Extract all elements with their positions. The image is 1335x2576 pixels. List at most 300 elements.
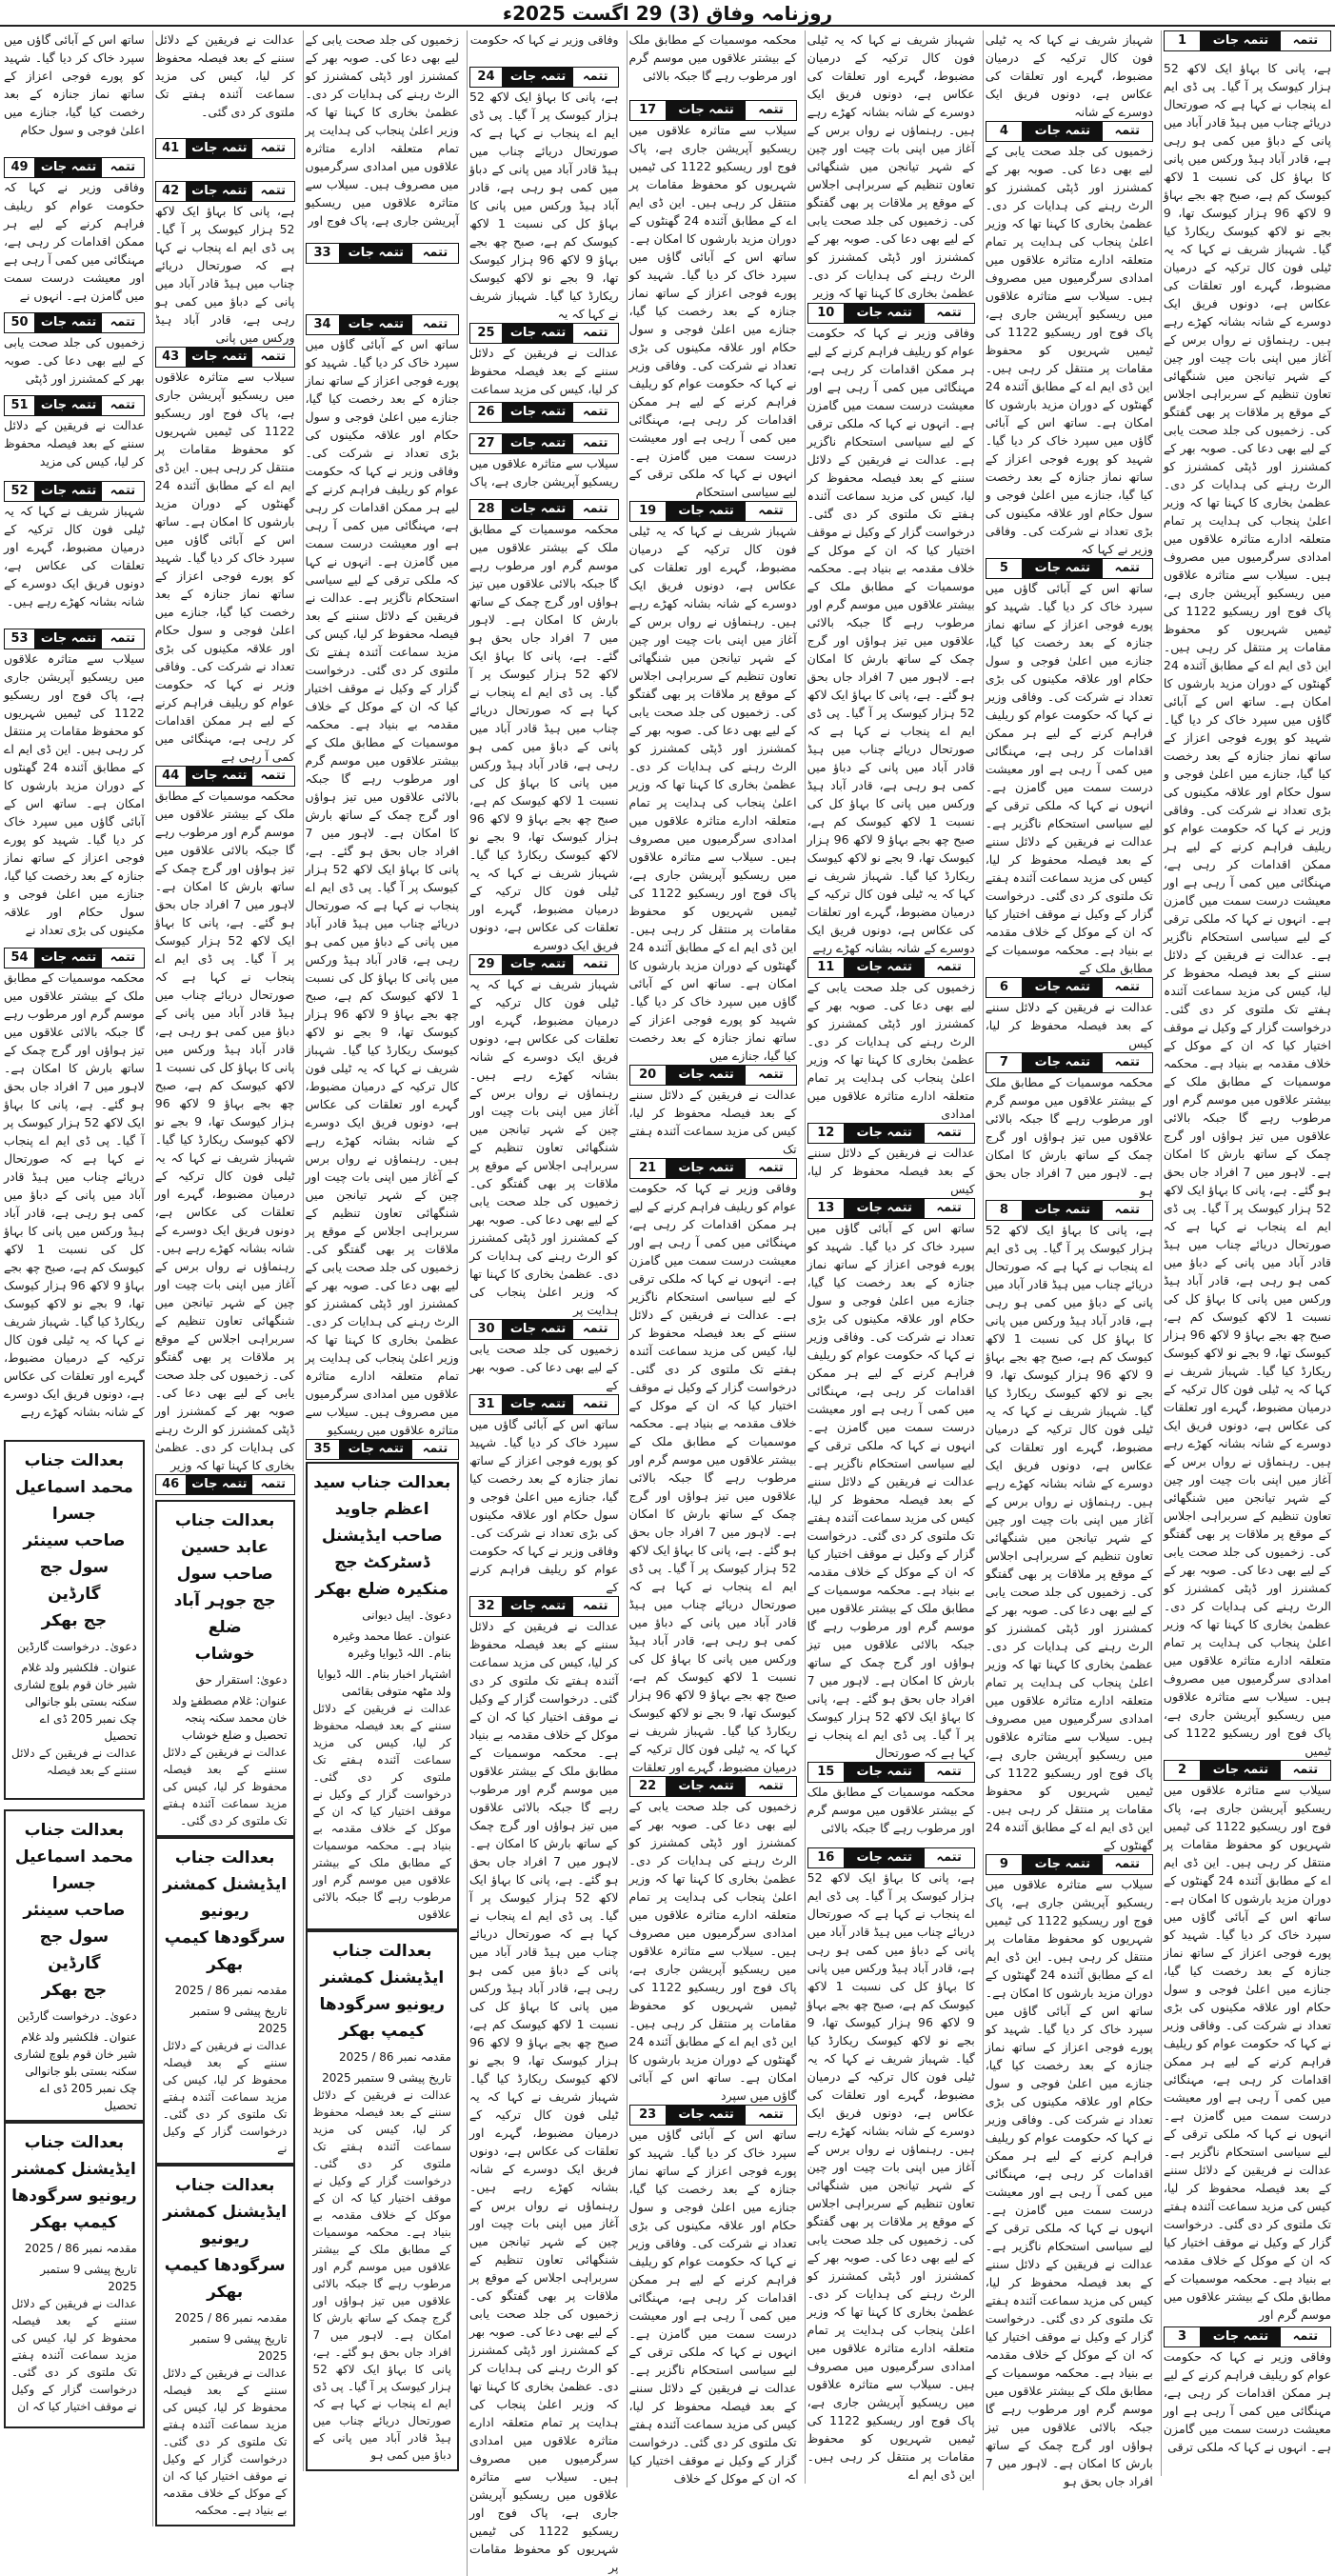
section-header	[1164, 1760, 1331, 1781]
layout-slot	[629, 1797, 797, 2105]
layout-slot	[306, 335, 459, 1439]
layout-slot	[155, 30, 295, 138]
notice-detail: مقدمہ نمبر 86 / 2025	[174, 2311, 288, 2325]
article-text: ہے، پانی کا بہاؤ ایک لاکھ 52 ہزار کیوسک پر آ گیا۔ پی ڈی ایم اے پنجاب نے کہا ہے کہ صورتحال دریائے چناب میں ہیڈ قادر آباد میں پانی کے دباؤ میں کمی ہو رہی ہے، قادر آباد ہیڈ ورکس میں پانی کا بہاؤ کل کی نسبت 1 لاکھ کیوسک کم ہے، صبح چھ بجے بہاؤ 9 لاکھ 96 ہزار کیوسک تھا، 9 بجے نو لاکھ کیوسک ریکارڈ کیا گیا۔ شہباز شریف نے کہا کہ یہ ٹیلی فون کال ترکیہ کے درمیان مضبوط، گہرے اور تعلقات کی عکاس ہے، دونوں فریق ایک دوسرے کے شانہ بشانہ کھڑے رہے ہیں۔ رہنماؤں نے رواں برس کے آغاز میں اپنی بات چیت اور چین کے شہر تیانجن میں شنگھائی تعاون تنظیم کے سربراہی اجلاس کے موقع پر ملاقات پر بھی گفتگو کی۔ زخمیوں کی جلد صحت یابی کے لیے بھی دعا کی۔ صوبہ بھر کے کمشنرز اور ڈپٹی کمشنرز کو الرٹ رہنے کی ہدایات کر دی۔ عظمیٰ بخاری کا کہنا تھا کہ وزیر اعلیٰ پنجاب کی ہدایت پر تمام متعلقہ ادارے متاثرہ علاقوں میں امدادی سرگرمیوں میں مصروف ہیں۔ سیلاب سے متاثرہ علاقوں میں ریسکیو آپریشن جاری ہے، پاک فوج اور ریسکیو 1122 کی ٹیمیں شہریوں کو محفوظ مقامات پر منتقل کر رہی ہیں۔ این ڈی ایم اے کے مطابق آئندہ 24 گھنٹوں کے دوران مزید بارشوں کا امکان ہے۔ ساتھ اس کے آبائی گاؤں میں سپرد خاک کر دیا گیا۔ شہید کو پورے فوجی اعزاز کے ساتھ نماز جنازہ کے بعد رخصت کیا گیا، جنازے میں اعلیٰ فوجی و سول حکام اور علاقہ مکینوں کی بڑی تعداد نے شرکت کی۔ وفاقی وزیر نے کہا کہ حکومت عوام کو ریلیف فراہم کرنے کے لیے ہر ممکن اقدامات کر رہی ہے، مہنگائی میں کمی آ رہی ہے اور معیشت درست سمت میں گامزن ہے۔ انہوں نے کہا کہ ملکی ترقی کے لیے سیاسی استحکام ناگزیر ہے۔ عدالت نے فریقین کے دلائل سننے کے بعد فیصلہ محفوظ کر لیا، کیس کی مزید سماعت آئندہ ہفتے تک ملتوی کر دی گئی۔ درخواست گزار کے وکیل نے موقف اختیار کیا کہ ان کے موکل کے خلاف مقدمہ بے بنیاد ہے۔ محکمہ موسمیات کے مطابق ملک کے بیشتر علاقوں میں موسم گرم اور مرطوب رہے گا جبکہ بالائی علاقوں میں تیز ہواؤں اور گرج چمک کے ساتھ بارش کا امکان ہے۔ لاہور میں 7 افراد جاں بحق ہو گئے۔ ہے، پانی کا بہاؤ ایک لاکھ 52 ہزار کیوسک پر آ گیا۔ پی ڈی ایم اے پنجاب نے کہا ہے کہ صورتحال دریائے چناب میں ہیڈ قادر آباد میں پانی کے دباؤ میں کمی ہو رہی ہے، قادر آباد ہیڈ ورکس میں پانی کا بہاؤ کل کی نسبت 1 لاکھ کیوسک کم ہے، صبح چھ بجے بہاؤ 9 لاکھ 96 ہزار کیوسک تھا، 9 بجے نو لاکھ کیوسک ریکارڈ کیا گیا۔ شہباز شریف نے کہا کہ یہ ٹیلی فون کال ترکیہ کے درمیان مضبوط، گہرے اور تعلقات کی عکاس ہے، دونوں فریق ایک دوسرے کے شانہ بشانہ کھڑے رہے ہیں۔ رہنماؤں نے رواں برس کے آغاز میں اپنی بات چیت اور چین کے شہر تیانجن میں شنگھائی تعاون تنظیم کے سربراہی اجلاس کے موقع پر ملاقات پر بھی گفتگو کی۔ زخمیوں کی جلد صحت یابی کے لیے بھی دعا کی۔ صوبہ بھر کے کمشنرز اور ڈپٹی کمشنرز کو الرٹ رہنے کی ہدایات کر دی۔ عظمیٰ بخاری کا کہنا تھا کہ وزیر اعلیٰ پنجاب کی ہدایت پر تمام متعلقہ ادارے متاثرہ علاقوں میں امدادی سرگرمیوں میں مصروف ہیں۔ سیلاب سے متاثرہ علاقوں میں ریسکیو آپریشن جاری ہے، پاک فوج اور ریسکیو 1122 کی ٹیمیں	[1163, 61, 1332, 1758]
continuation-tag: تتمہ	[1103, 559, 1152, 578]
continuation-tag: تتمہ	[102, 949, 144, 968]
continuation-tag: تتمہ	[925, 1124, 974, 1143]
notice-title: جج بھکر	[41, 1981, 108, 2000]
section-label: تتمہ جات	[503, 500, 573, 519]
layout-slot	[629, 121, 797, 501]
layout-slot	[4, 948, 145, 968]
section-header	[306, 243, 459, 264]
section-number: 19	[630, 502, 667, 521]
article-text: زخمیوں کی جلد صحت یابی کے لیے بھی دعا کی۔ صوبہ بھر کے کمشنرز اور ڈپٹی کمشنرز کو الرٹ رہنے کی ہدایات کر دی۔ عظمیٰ بخاری کا کہنا تھا کہ وزیر اعلیٰ پنجاب کی ہدایت پر تمام متعلقہ ادارے متاثرہ علاقوں میں امدادی سرگرمیوں میں مصروف ہیں۔ سیلاب سے متاثرہ علاقوں میں ریسکیو آپریشن جاری ہے، پاک فوج اور	[305, 32, 459, 228]
article-text: وفاقی وزیر نے کہا کہ حکومت	[469, 32, 619, 47]
layout-slot	[469, 67, 619, 88]
section-label: تتمہ جات	[1023, 122, 1103, 141]
layout-slot	[469, 1596, 619, 1617]
section-label: تتمہ جات	[503, 955, 573, 974]
section-header	[807, 957, 975, 978]
article-text: زخمیوں کی جلد صحت یابی کے لیے بھی دعا کی۔ صوبہ بھر کے کمشنرز اور ڈپٹی کمشنرز کو الرٹ رہنے کی ہدایات کر دی۔ عظمیٰ بخاری کا کہنا تھا کہ وزیر اعلیٰ پنجاب کی ہدایت پر تمام متعلقہ ادارے متاثرہ علاقوں میں امدادی سرگرمیوں میں مصروف ہیں۔ سیلاب سے متاثرہ علاقوں میں ریسکیو آپریشن جاری ہے، پاک فوج اور ریسکیو 1122 کی ٹیمیں شہریوں کو محفوظ مقامات پر منتقل کر رہی ہیں۔ این ڈی ایم اے کے مطابق آئندہ 24 گھنٹوں کے دوران مزید بارشوں کا امکان ہے۔ ساتھ اس کے آبائی گاؤں میں سپرد	[628, 1799, 797, 2103]
continuation-tag: تتمہ	[925, 958, 974, 977]
continuation-tag: تتمہ	[252, 1475, 293, 1494]
section-number: 51	[5, 396, 35, 415]
article-text: شہباز شریف نے کہا کہ یہ ٹیلی فون کال ترکیہ کے درمیان مضبوط، گہرے اور تعلقات کی عکاس ہے، دونوں فریق ایک دوسرے کے شانہ بشانہ کھڑے رہے ہیں۔ رہنماؤں نے رواں برس کے آغاز میں اپنی بات چیت اور چین کے شہر تیانجن میں شنگھائی تعاون تنظیم کے سربراہی اجلاس کے موقع پر ملاقات پر بھی گفتگو کی۔ زخمیوں کی جلد صحت یابی کے لیے بھی دعا کی۔ صوبہ بھر کے کمشنرز اور ڈپٹی کمشنرز کو الرٹ رہنے کی ہدایات کر دی۔ عظمیٰ بخاری کا کہنا تھا کہ وزیر اعلیٰ پنجاب کی ہدایت پر تمام متعلقہ ادارے متاثرہ علاقوں میں امدادی سرگرمیوں میں مصروف ہیں۔ سیلاب سے متاثرہ علاقوں میں ریسکیو آپریشن جاری ہے، پاک فوج اور ریسکیو 1122 کی ٹیمیں شہریوں کو محفوظ مقامات پر منتقل کر رہی ہیں۔ این ڈی ایم اے کے مطابق آئندہ 24 گھنٹوں کے دوران مزید بارشوں کا امکان ہے۔ ساتھ اس کے آبائی گاؤں میں سپرد خاک کر دیا گیا۔ شہید کو پورے فوجی اعزاز کے ساتھ نماز جنازہ کے بعد رخصت کیا گیا، جنازے میں	[628, 524, 797, 1063]
continuation-tag: تتمہ	[1103, 1053, 1152, 1072]
layout-slot	[469, 954, 619, 975]
section-number: 41	[156, 139, 187, 158]
layout-slot	[155, 1474, 295, 1495]
notice-detail: تاریخ پیشی 9 ستمبر 2025	[40, 2263, 137, 2293]
notice-detail: دعویٰ۔ درخواست گارڈین	[17, 1640, 137, 1653]
continuation-tag: تتمہ	[412, 1440, 458, 1459]
section-header	[155, 766, 295, 787]
article-text: ہے، پانی کا بہاؤ ایک لاکھ 52 ہزار کیوسک پر آ گیا۔ پی ڈی ایم اے پنجاب نے کہا ہے کہ صورتحال دریائے چناب میں ہیڈ قادر آباد میں پانی کے دباؤ میں کمی ہو رہی ہے، قادر آباد ہیڈ ورکس میں پانی	[154, 204, 295, 345]
layout-slot	[1164, 1760, 1331, 1781]
section-label: تتمہ جات	[340, 315, 413, 334]
column-1	[1161, 30, 1333, 2476]
continuation-tag: تتمہ	[925, 1763, 974, 1782]
continuation-tag: تتمہ	[573, 403, 617, 422]
section-number: 4	[986, 122, 1023, 141]
section-number: 15	[808, 1763, 845, 1782]
notice-body: عدالت نے فریقین کے دلائل سننے کے بعد فیصلہ محفوظ کر لیا، کیس کی مزید سماعت آئندہ ہفتے تک ملتوی کر دی گئی۔ درخواست گزار کے وکیل نے موقف اختیار کیا کہ ان کے موکل کے خلاف مقدمہ بے بنیاد ہے۔ محکمہ موسمیات کے مطابق ملک کے بیشتر علاقوں میں موسم گرم اور مرطوب رہے گا جبکہ بالائی علاقوں میں تیز ہواؤں اور گرج چمک کے ساتھ بارش کا امکان ہے۔ لاہور میں 7 افراد جاں بحق ہو گئے۔ ہے، پانی کا بہاؤ ایک لاکھ 52 ہزار کیوسک پر آ گیا۔ پی ڈی ایم اے پنجاب نے کہا ہے کہ صورتحال دریائے چناب میں ہیڈ قادر آباد میں پانی کے دباؤ میں کمی ہو	[312, 2088, 451, 2462]
notice-detail: دعویٰ۔ اپیل دیوانی	[362, 1608, 451, 1622]
column-6	[303, 30, 461, 2471]
layout-slot	[306, 30, 459, 243]
section-header	[986, 1854, 1153, 1875]
section-number: 3	[1165, 2327, 1201, 2346]
notice-detail: دعویٰ: استقرار حق	[195, 1673, 288, 1687]
section-header	[469, 323, 619, 344]
section-label: تتمہ جات	[1201, 2327, 1281, 2346]
article-text: زخمیوں کی جلد صحت یابی کے لیے بھی دعا کی۔ صوبہ بھر کے کمشنرز اور ڈپٹی کمشنرز کو الرٹ رہنے کی ہدایات کر دی۔ عظمیٰ بخاری کا کہنا تھا کہ وزیر اعلیٰ پنجاب کی ہدایت پر تمام متعلقہ ادارے متاثرہ علاقوں میں امدادی	[807, 980, 975, 1121]
layout-slot	[629, 522, 797, 1065]
notice-title: جج بھکر	[41, 1611, 108, 1630]
article-text: سیلاب سے متاثرہ علاقوں میں ریسکیو آپریشن جاری ہے، پاک	[468, 456, 619, 489]
section-label: تتمہ جات	[667, 502, 747, 521]
section-label: تتمہ جات	[503, 1395, 573, 1414]
layout-slot	[629, 1179, 797, 1776]
notice-title: صاحب سینئر سول جج گارڈین	[23, 1901, 126, 1973]
section-header	[629, 1158, 797, 1179]
section-label: تتمہ جات	[1023, 559, 1103, 578]
notice-title: ریونیو سرگودھا کیمپ بھکر	[11, 2187, 137, 2232]
section-label: تتمہ جات	[667, 1159, 747, 1178]
section-header	[1164, 30, 1331, 51]
layout-slot	[807, 1868, 975, 2484]
section-label: تتمہ جات	[503, 68, 573, 87]
section-number: 52	[5, 482, 35, 501]
layout-slot	[155, 1837, 295, 2165]
layout-slot	[986, 121, 1153, 142]
section-label: تتمہ جات	[845, 1124, 925, 1143]
continuation-tag: تتمہ	[1103, 1201, 1152, 1220]
notice-detail: تاریخ پیشی 9 ستمبر 2025	[190, 2005, 288, 2035]
layout-slot	[155, 766, 295, 787]
notice-detail: عنوان۔ عطا محمد وغیرہ بنام۔ اللہ ڈیوایا وغیرہ	[331, 1629, 451, 1660]
continuation-tag: تتمہ	[746, 1066, 795, 1085]
layout-slot	[155, 2165, 295, 2526]
layout-slot	[4, 416, 145, 481]
layout-slot	[4, 2122, 145, 2438]
layout-slot	[1164, 2326, 1331, 2347]
continuation-tag: تتمہ	[102, 629, 144, 649]
notice-title: بعدالت جناب ایڈیشنل کمشنر	[11, 2133, 136, 2179]
column-8	[2, 30, 147, 2438]
notice-title: بعدالت جناب عابد حسین	[174, 1511, 275, 1557]
section-number: 29	[470, 955, 503, 974]
article-text: ساتھ اس کے آبائی گاؤں میں سپرد خاک کر دیا گیا۔ شہید کو پورے فوجی اعزاز کے ساتھ نماز جنازہ کے بعد رخصت کیا گیا، جنازے میں اعلیٰ فوجی و سول حکام اور علاقہ مکینوں کی بڑی تعداد نے شرکت کی۔ وفاقی وزیر نے کہا کہ حکومت عوام کو ریلیف فراہم کرنے کے لیے ہر ممکن اقدامات کر رہی ہے، مہنگائی میں کمی آ رہی ہے اور معیشت درست سمت میں گامزن ہے۔ انہوں نے کہا کہ ملکی ترقی کے لیے سیاسی استحکام ناگزیر ہے۔ عدالت نے فریقین کے دلائل سننے کے بعد فیصلہ محفوظ کر لیا، کیس کی مزید سماعت آئندہ ہفتے تک ملتوی کر دی گئی۔ درخواست گزار کے وکیل نے موقف اختیار کیا کہ ان کے موکل کے خلاف	[628, 2127, 797, 2486]
layout-slot	[469, 433, 619, 454]
article-text: محکمہ موسمیات کے مطابق ملک کے بیشتر علاقوں میں موسم گرم اور مرطوب رہے گا جبکہ بالائی علاقوں میں تیز ہواؤں اور گرج چمک کے ساتھ بارش کا امکان ہے۔ لاہور میں 7 افراد جاں بحق ہو گئے۔ ہے، پانی کا بہاؤ ایک لاکھ 52 ہزار کیوسک پر آ گیا۔ پی ڈی ایم اے پنجاب نے کہا ہے کہ صورتحال دریائے چناب میں ہیڈ قادر آباد میں پانی کے دباؤ میں کمی ہو رہی ہے، قادر آباد ہیڈ ورکس میں پانی کا بہاؤ کل کی نسبت 1 لاکھ کیوسک کم ہے، صبح چھ بجے بہاؤ 9 لاکھ 96 ہزار کیوسک تھا، 9 بجے نو لاکھ کیوسک ریکارڈ کیا گیا۔ شہباز شریف نے کہا کہ یہ ٹیلی فون کال ترکیہ کے درمیان مضبوط، گہرے اور تعلقات کی عکاس ہے، دونوں فریق ایک دوسرے کے شانہ بشانہ کھڑے رہے ہیں۔ رہنماؤں نے رواں برس کے آغاز میں اپنی بات چیت اور چین کے شہر تیانجن میں شنگھائی تعاون تنظیم کے سربراہی اجلاس کے موقع پر ملاقات پر بھی گفتگو کی۔ زخمیوں کی جلد صحت یابی کے لیے بھی دعا کی۔ صوبہ بھر کے کمشنرز اور ڈپٹی کمشنرز کو الرٹ رہنے کی ہدایات کر دی۔ عظمیٰ بخاری کا کہنا تھا کہ وزیر	[154, 789, 295, 1472]
section-label: تتمہ جات	[1023, 1053, 1103, 1072]
article-text: وفاقی وزیر نے کہا کہ حکومت عوام کو ریلیف فراہم کرنے کے لیے ہر ممکن اقدامات کر رہی ہے، مہنگائی میں کمی آ رہی ہے اور معیشت درست سمت میں گامزن ہے۔ انہوں نے کہا کہ ملکی ترقی کے لیے سیاسی استحکام ناگزیر ہے۔ عدالت نے فریقین کے دلائل سننے کے بعد فیصلہ محفوظ کر لیا، کیس کی مزید سماعت آئندہ ہفتے تک ملتوی کر دی گئی۔ درخواست گزار کے وکیل نے موقف اختیار کیا کہ ان کے موکل کے خلاف مقدمہ بے بنیاد ہے۔ محکمہ موسمیات کے مطابق ملک کے بیشتر علاقوں میں موسم گرم اور مرطوب رہے گا جبکہ بالائی علاقوں میں تیز ہواؤں اور گرج چمک کے ساتھ بارش کا امکان ہے۔ لاہور میں 7 افراد جاں بحق ہو گئے۔ ہے، پانی کا بہاؤ ایک لاکھ 52 ہزار کیوسک پر آ گیا۔ پی ڈی ایم اے پنجاب نے کہا ہے کہ صورتحال دریائے چناب میں ہیڈ قادر آباد میں پانی کے دباؤ میں کمی ہو رہی ہے، قادر آباد ہیڈ ورکس میں پانی کا بہاؤ کل کی نسبت 1 لاکھ کیوسک کم ہے، صبح چھ بجے بہاؤ 9 لاکھ 96 ہزار کیوسک تھا، 9 بجے نو لاکھ کیوسک ریکارڈ کیا گیا۔ شہباز شریف نے کہا کہ یہ ٹیلی فون کال ترکیہ کے درمیان مضبوط، گہرے اور تعلقات	[628, 1181, 797, 1774]
continuation-tag: تتمہ	[252, 182, 293, 201]
continuation-tag: تتمہ	[925, 1848, 974, 1867]
article-text: ساتھ اس کے آبائی گاؤں میں سپرد خاک کر دیا گیا۔ شہید کو پورے فوجی اعزاز کے ساتھ نماز جنازہ کے بعد رخصت کیا گیا، جنازے میں اعلیٰ فوجی و سول حکام اور علاقہ مکینوں کی بڑی تعداد نے شرکت کی۔ وفاقی وزیر نے کہا کہ حکومت عوام کو ریلیف فراہم کرنے کے لیے ہر ممکن اقدامات کر رہی ہے، مہنگائی میں کمی آ رہی ہے اور معیشت درست سمت میں گامزن ہے۔ انہوں نے کہا کہ ملکی ترقی کے لیے سیاسی استحکام ناگزیر ہے۔ عدالت نے فریقین کے دلائل سننے کے بعد فیصلہ محفوظ کر لیا، کیس کی مزید سماعت آئندہ ہفتے تک ملتوی کر دی گئی۔ درخواست گزار کے وکیل نے موقف اختیار کیا کہ ان کے موکل کے خلاف مقدمہ بے بنیاد ہے۔ محکمہ موسمیات کے مطابق ملک کے بیشتر علاقوں میں موسم گرم اور مرطوب رہے گا جبکہ بالائی علاقوں میں تیز ہواؤں اور گرج چمک کے ساتھ بارش کا امکان ہے۔ لاہور میں 7 افراد جاں بحق ہو گئے۔ ہے، پانی کا بہاؤ ایک لاکھ 52 ہزار کیوسک پر آ گیا۔ پی ڈی ایم اے پنجاب نے کہا ہے کہ صورتحال	[807, 1221, 975, 1760]
section-number: 6	[986, 978, 1023, 997]
continuation-tag: تتمہ	[573, 1320, 617, 1339]
notice-detail: تاریخ پیشی 9 ستمبر 2025	[190, 2332, 288, 2363]
section-header	[629, 2105, 797, 2126]
layout-slot	[306, 1439, 459, 1462]
section-header	[4, 629, 145, 649]
section-number: 50	[5, 313, 35, 332]
layout-slot	[986, 1073, 1153, 1200]
section-label: تتمہ جات	[503, 324, 573, 343]
layout-slot	[4, 1440, 145, 1809]
section-label: تتمہ جات	[667, 2106, 747, 2125]
article-text: ہے، پانی کا بہاؤ ایک لاکھ 52 ہزار کیوسک پر آ گیا۔ پی ڈی ایم اے پنجاب نے کہا ہے کہ صورتحال دریائے چناب میں ہیڈ قادر آباد میں پانی کے دباؤ میں کمی ہو رہی ہے، قادر آباد ہیڈ ورکس میں پانی کا بہاؤ کل کی نسبت 1 لاکھ کیوسک کم ہے، صبح چھ بجے بہاؤ 9 لاکھ 96 ہزار کیوسک تھا، 9 بجے نو لاکھ کیوسک ریکارڈ کیا گیا۔ شہباز شریف نے کہا کہ یہ ٹیلی فون کال ترکیہ کے درمیان مضبوط، گہرے اور تعلقات کی عکاس ہے، دونوں فریق ایک دوسرے کے شانہ بشانہ کھڑے رہے ہیں۔ رہنماؤں نے رواں برس کے آغاز میں اپنی بات چیت اور چین کے شہر تیانجن میں شنگھائی تعاون تنظیم کے سربراہی اجلاس کے موقع پر ملاقات پر بھی گفتگو کی۔ زخمیوں کی جلد صحت یابی کے لیے بھی دعا کی۔ صوبہ بھر کے کمشنرز اور ڈپٹی کمشنرز کو الرٹ رہنے کی ہدایات کر دی۔ عظمیٰ بخاری کا کہنا تھا کہ وزیر اعلیٰ پنجاب کی ہدایت پر تمام متعلقہ ادارے متاثرہ علاقوں میں امدادی سرگرمیوں میں مصروف ہیں۔ سیلاب سے متاثرہ علاقوں میں ریسکیو آپریشن جاری ہے، پاک فوج اور ریسکیو 1122 کی ٹیمیں شہریوں کو محفوظ مقامات پر منتقل کر رہی ہیں۔ این ڈی ایم اے	[807, 1870, 975, 2482]
section-number: 44	[156, 767, 187, 786]
layout-slot	[469, 1319, 619, 1340]
section-label: تتمہ جات	[503, 403, 573, 422]
section-label: تتمہ جات	[35, 396, 102, 415]
layout-slot	[4, 178, 145, 312]
section-header	[155, 1474, 295, 1495]
section-label: تتمہ جات	[667, 101, 747, 120]
section-header	[986, 121, 1153, 142]
layout-slot	[4, 333, 145, 395]
section-label: تتمہ جات	[503, 1320, 573, 1339]
notice-title: بعدالت جناب ایڈیشنل کمشنر	[163, 1848, 288, 1894]
section-label: تتمہ جات	[503, 1597, 573, 1616]
layout-slot	[807, 957, 975, 978]
masthead: روزنامہ وفاق (3) 29 اگست 2025ء	[0, 0, 1335, 27]
article-text: ساتھ اس کے آبائی گاؤں میں سپرد خاک کر دیا گیا۔ شہید کو پورے فوجی اعزاز کے ساتھ نماز جنازہ کے بعد رخصت کیا گیا، جنازے میں اعلیٰ فوجی و سول حکام	[4, 32, 145, 137]
section-number: 33	[307, 244, 340, 263]
section-number: 21	[630, 1159, 667, 1178]
article-text: عدالت نے فریقین کے دلائل سننے کے بعد فیصلہ محفوظ کر لیا، کیس کی مزید سماعت آئندہ ہفتے تک	[628, 1088, 797, 1156]
section-label: تتمہ جات	[1023, 1201, 1103, 1220]
section-label: تتمہ جات	[187, 348, 253, 367]
article-text: ہے، پانی کا بہاؤ ایک لاکھ 52 ہزار کیوسک پر آ گیا۔ پی ڈی ایم اے پنجاب نے کہا ہے کہ صورتحال دریائے چناب میں ہیڈ قادر آباد میں پانی کے دباؤ میں کمی ہو رہی ہے، قادر آباد ہیڈ ورکس میں پانی کا بہاؤ کل کی نسبت 1 لاکھ کیوسک کم ہے، صبح چھ بجے بہاؤ 9 لاکھ 96 ہزار کیوسک تھا، 9 بجے نو لاکھ کیوسک ریکارڈ کیا گیا۔ شہباز شریف نے کہا کہ یہ	[468, 90, 619, 321]
section-header	[986, 558, 1153, 579]
layout-slot	[629, 2105, 797, 2126]
layout-slot	[155, 1500, 295, 1837]
article-text: وفاقی وزیر نے کہا کہ حکومت عوام کو ریلیف فراہم کرنے کے لیے ہر ممکن اقدامات کر رہی ہے، مہنگائی میں کمی آ رہی ہے اور معیشت درست سمت میں گامزن ہے۔ انہوں نے کہا کہ ملکی ترقی	[1163, 2349, 1331, 2454]
layout-slot	[469, 1394, 619, 1415]
layout-slot	[986, 998, 1153, 1052]
layout-slot	[306, 243, 459, 314]
section-number: 17	[630, 101, 667, 120]
layout-slot	[807, 1144, 975, 1198]
column-5	[467, 30, 621, 2576]
article-text: وفاقی وزیر نے کہا کہ حکومت عوام کو ریلیف فراہم کرنے کے لیے ہر ممکن اقدامات کر رہی ہے، مہنگائی میں کمی آ رہی ہے اور معیشت درست سمت میں گامزن ہے۔ انہوں نے کہا کہ ملکی ترقی کے لیے سیاسی استحکام ناگزیر ہے۔ عدالت نے فریقین کے دلائل سننے کے بعد فیصلہ محفوظ کر لیا، کیس کی مزید سماعت آئندہ ہفتے تک ملتوی کر دی گئی۔ درخواست گزار کے وکیل نے موقف اختیار کیا کہ ان کے موکل کے خلاف مقدمہ بے بنیاد ہے۔ محکمہ موسمیات کے مطابق ملک کے بیشتر علاقوں میں موسم گرم اور مرطوب رہے گا جبکہ بالائی علاقوں میں تیز ہواؤں اور گرج چمک کے ساتھ بارش کا امکان ہے۔ لاہور میں 7 افراد جاں بحق ہو گئے۔ ہے، پانی کا بہاؤ ایک لاکھ 52 ہزار کیوسک پر آ گیا۔ پی ڈی ایم اے پنجاب نے کہا ہے کہ صورتحال دریائے چناب میں ہیڈ قادر آباد میں پانی کے دباؤ میں کمی ہو رہی ہے، قادر آباد ہیڈ ورکس میں پانی کا بہاؤ کل کی نسبت 1 لاکھ کیوسک کم ہے، صبح چھ بجے بہاؤ 9 لاکھ 96 ہزار کیوسک تھا، 9 بجے نو لاکھ کیوسک ریکارڈ کیا گیا۔ شہباز شریف نے کہا کہ یہ ٹیلی فون کال ترکیہ کے درمیان مضبوط، گہرے اور تعلقات کی عکاس ہے، دونوں فریق ایک دوسرے کے شانہ بشانہ کھڑے رہے	[807, 326, 975, 955]
notice-detail: دعویٰ۔ درخواست گارڈین	[17, 2009, 137, 2023]
layout-slot	[155, 181, 295, 202]
layout-slot	[629, 501, 797, 522]
notice-title: خوشاب	[194, 1645, 255, 1664]
section-header	[807, 1847, 975, 1868]
layout-slot	[986, 1052, 1153, 1073]
notice-title: ریونیو سرگودھا کیمپ بھکر	[164, 2229, 286, 2302]
notice-body: عدالت نے فریقین کے دلائل سننے کے بعد فیصلہ محفوظ کر لیا، کیس کی مزید سماعت آئندہ ہفتے تک ملتوی کر دی گئی۔ درخواست گزار کے وکیل نے موقف اختیار کیا کہ ان کے موکل کے خلاف مقدمہ بے بنیاد ہے۔ محکمہ موسمیات کے مطابق ملک کے بیشتر علاقوں میں موسم گرم اور مرطوب رہے گا جبکہ بالائی علاقوں	[312, 1702, 451, 1921]
continuation-tag: تتمہ	[102, 158, 144, 177]
layout-slot	[807, 1123, 975, 1144]
article-text: وفاقی وزیر نے کہا کہ حکومت عوام کو ریلیف فراہم کرنے کے لیے ہر ممکن اقدامات کر رہی ہے، مہنگائی میں کمی آ رہی ہے اور معیشت درست سمت میں گامزن ہے۔ انہوں نے	[4, 180, 145, 303]
section-header	[469, 1319, 619, 1340]
section-number: 22	[630, 1777, 667, 1796]
section-number: 7	[986, 1053, 1023, 1072]
column-2	[983, 30, 1155, 2490]
article-text: شہباز شریف نے کہا کہ یہ ٹیلی فون کال ترکیہ کے درمیان مضبوط، گہرے اور تعلقات کی عکاس ہے، دونوں فریق ایک دوسرے کے شانہ	[985, 32, 1153, 119]
section-label: تتمہ جات	[35, 313, 102, 332]
notice-body: عدالت نے فریقین کے دلائل سننے کے بعد فیصلہ محفوظ کر لیا، کیس کی مزید سماعت آئندہ ہفتے تک ملتوی کر دی گئی۔ درخواست گزار کے وکیل نے موقف اختیار کیا کہ ان کے موکل کے خلاف مقدمہ بے بنیاد ہے۔ محکمہ	[162, 2366, 288, 2517]
layout-slot	[306, 314, 459, 335]
continuation-tag: تتمہ	[746, 1159, 795, 1178]
section-header	[4, 948, 145, 968]
layout-slot	[1164, 59, 1331, 1760]
layout-slot	[4, 312, 145, 333]
notice-body: عدالت نے فریقین کے دلائل سننے کے بعد فیصلہ	[11, 1747, 137, 1777]
layout-slot	[4, 395, 145, 416]
continuation-tag: تتمہ	[102, 482, 144, 501]
layout-slot	[469, 499, 619, 520]
notice-body: عدالت نے فریقین کے دلائل سننے کے بعد فیصلہ محفوظ کر لیا، کیس کی مزید سماعت آئندہ ہفتے تک ملتوی کر دی گئی۔ درخواست گزار کے وکیل نے	[162, 2039, 288, 2155]
section-header	[4, 481, 145, 502]
section-header	[469, 499, 619, 520]
layout-slot	[986, 558, 1153, 579]
section-header	[469, 954, 619, 975]
layout-slot	[155, 202, 295, 347]
section-number: 13	[808, 1199, 845, 1218]
layout-slot	[306, 1930, 459, 2471]
section-label: تتمہ جات	[845, 1763, 925, 1782]
legal-notice-ad	[306, 1462, 459, 1930]
article-text: عدالت نے فریقین کے دلائل سننے کے بعد فیصلہ محفوظ کر لیا، کیس کی مزید	[4, 418, 145, 469]
layout-slot	[469, 88, 619, 323]
section-label: تتمہ جات	[845, 304, 925, 323]
continuation-tag: تتمہ	[573, 324, 617, 343]
continuation-tag: تتمہ	[573, 500, 617, 519]
section-label: تتمہ جات	[1023, 978, 1103, 997]
article-text: محکمہ موسمیات کے مطابق ملک کے بیشتر علاقوں میں موسم گرم اور مرطوب رہے گا جبکہ بالائی علاقوں میں تیز ہواؤں اور گرج چمک کے ساتھ بارش کا امکان ہے۔ لاہور میں 7 افراد جاں بحق ہو گئے۔ ہے، پانی کا بہاؤ ایک لاکھ 52 ہزار کیوسک پر آ گیا۔ پی ڈی ایم اے پنجاب نے کہا ہے کہ صورتحال دریائے چناب میں ہیڈ قادر آباد میں پانی کے دباؤ میں کمی ہو رہی ہے، قادر آباد ہیڈ ورکس میں پانی کا بہاؤ کل کی نسبت 1 لاکھ کیوسک کم ہے، صبح چھ بجے بہاؤ 9 لاکھ 96 ہزار کیوسک تھا، 9 بجے نو لاکھ کیوسک ریکارڈ کیا گیا۔ شہباز شریف نے کہا کہ یہ ٹیلی فون کال ترکیہ کے درمیان مضبوط، گہرے اور تعلقات کی عکاس ہے، دونوں فریق ایک دوسرے کے شانہ بشانہ کھڑے رہے	[4, 970, 145, 1419]
notice-detail: مقدمہ نمبر 86 / 2025	[24, 2242, 137, 2255]
column-3	[805, 30, 977, 2484]
layout-slot	[1164, 30, 1331, 59]
section-header	[807, 1198, 975, 1219]
continuation-tag: تتمہ	[1103, 122, 1152, 141]
section-number: 20	[630, 1066, 667, 1085]
continuation-tag: تتمہ	[746, 101, 795, 120]
article-text: ساتھ اس کے آبائی گاؤں میں سپرد خاک کر دیا گیا۔ شہید کو پورے فوجی اعزاز کے ساتھ نماز جنازہ کے بعد رخصت کیا گیا، جنازے میں اعلیٰ فوجی و سول حکام اور علاقہ مکینوں کی بڑی تعداد نے شرکت کی۔ وفاقی وزیر نے کہا کہ حکومت عوام کو ریلیف فراہم کرنے کے	[468, 1417, 619, 1594]
section-header	[1164, 2326, 1331, 2347]
continuation-tag: تتمہ	[746, 2106, 795, 2125]
section-number: 9	[986, 1855, 1023, 1874]
article-text: سیلاب سے متاثرہ علاقوں میں ریسکیو آپریشن جاری ہے، پاک فوج اور ریسکیو 1122 کی ٹیمیں شہریوں کو محفوظ مقامات پر منتقل کر رہی ہیں۔ این ڈی ایم اے کے مطابق آئندہ 24 گھنٹوں کے دوران مزید بارشوں کا امکان ہے۔ ساتھ اس کے آبائی گاؤں میں سپرد خاک کر دیا گیا۔ شہید کو پورے فوجی اعزاز کے ساتھ نماز جنازہ کے بعد رخصت کیا گیا، جنازے میں اعلیٰ فوجی و سول حکام اور علاقہ مکینوں کی بڑی تعداد نے شرکت کی۔ وفاقی وزیر نے کہا کہ حکومت عوام کو ریلیف فراہم کرنے کے لیے ہر ممکن اقدامات کر رہی ہے، مہنگائی میں کمی آ رہی ہے	[154, 369, 295, 764]
newspaper-columns	[0, 30, 1335, 2576]
continuation-tag: تتمہ	[102, 396, 144, 415]
article-text: محکمہ موسمیات کے مطابق ملک کے بیشتر علاقوں میں موسم گرم اور مرطوب رہے گا جبکہ بالائی علاقوں میں تیز ہواؤں اور گرج چمک کے ساتھ بارش کا امکان ہے۔ لاہور میں 7 افراد جاں بحق ہو گئے۔ ہے، پانی کا بہاؤ ایک لاکھ 52 ہزار کیوسک پر آ گیا۔ پی ڈی ایم اے پنجاب نے کہا ہے کہ صورتحال دریائے چناب میں ہیڈ قادر آباد میں پانی کے دباؤ میں کمی ہو رہی ہے، قادر آباد ہیڈ ورکس میں پانی کا بہاؤ کل کی نسبت 1 لاکھ کیوسک کم ہے، صبح چھ بجے بہاؤ 9 لاکھ 96 ہزار کیوسک تھا، 9 بجے نو لاکھ کیوسک ریکارڈ کیا گیا۔ شہباز شریف نے کہا کہ یہ ٹیلی فون کال ترکیہ کے درمیان مضبوط، گہرے اور تعلقات کی عکاس ہے، دونوں فریق ایک دوسرے	[468, 522, 619, 952]
article-text: سیلاب سے متاثرہ علاقوں میں ریسکیو آپریشن جاری ہے، پاک فوج اور ریسکیو 1122 کی ٹیمیں شہریوں کو محفوظ مقامات پر منتقل کر رہی ہیں۔ این ڈی ایم اے کے مطابق آئندہ 24 گھنٹوں کے دوران مزید بارشوں کا امکان ہے۔ ساتھ اس کے آبائی گاؤں میں سپرد خاک کر دیا گیا۔ شہید کو پورے فوجی اعزاز کے ساتھ نماز جنازہ کے بعد رخصت کیا گیا، جنازے میں اعلیٰ فوجی و سول حکام اور علاقہ مکینوں کی بڑی تعداد نے	[4, 651, 145, 937]
layout-slot	[469, 1617, 619, 2576]
layout-slot	[4, 968, 145, 1440]
layout-slot	[807, 978, 975, 1123]
layout-slot	[807, 30, 975, 303]
article-text: شہباز شریف نے کہا کہ یہ ٹیلی فون کال ترکیہ کے درمیان مضبوط، گہرے اور تعلقات کی عکاس ہے، دونوں فریق ایک دوسرے کے شانہ بشانہ کھڑے رہے ہیں۔ رہنماؤں نے رواں برس کے آغاز میں اپنی بات چیت اور چین کے شہر تیانجن میں شنگھائی تعاون تنظیم کے سربراہی اجلاس کے موقع پر ملاقات پر بھی گفتگو کی۔ زخمیوں کی جلد صحت یابی کے لیے بھی دعا کی۔ صوبہ بھر کے کمشنرز اور ڈپٹی کمشنرز کو الرٹ رہنے کی ہدایات کر دی۔ عظمیٰ بخاری کا کہنا تھا کہ وزیر	[807, 32, 975, 300]
section-number: 34	[307, 315, 340, 334]
layout-slot	[469, 520, 619, 954]
section-header	[629, 1776, 797, 1797]
section-header	[807, 303, 975, 324]
section-number: 42	[156, 182, 187, 201]
section-header	[629, 100, 797, 121]
legal-notice-ad	[155, 1837, 295, 2165]
article-text: محکمہ موسمیات کے مطابق ملک کے بیشتر علاقوں میں موسم گرم اور مرطوب رہے گا جبکہ بالائی	[807, 1785, 975, 1835]
layout-slot	[629, 30, 797, 100]
section-number: 1	[1165, 31, 1201, 50]
section-label: تتمہ جات	[667, 1066, 747, 1085]
continuation-tag: تتمہ	[746, 1777, 795, 1796]
section-header	[807, 1762, 975, 1783]
article-text: سیلاب سے متاثرہ علاقوں میں ریسکیو آپریشن جاری ہے، پاک فوج اور ریسکیو 1122 کی ٹیمیں شہریوں کو محفوظ مقامات پر منتقل کر رہی ہیں۔ این ڈی ایم اے کے مطابق آئندہ 24 گھنٹوں کے دوران مزید بارشوں کا امکان ہے۔ ساتھ اس کے آبائی گاؤں میں سپرد خاک کر دیا گیا۔ شہید کو پورے فوجی اعزاز کے ساتھ نماز جنازہ کے بعد رخصت کیا گیا، جنازے میں اعلیٰ فوجی و سول حکام اور علاقہ مکینوں کی بڑی تعداد نے شرکت کی۔ وفاقی وزیر نے کہا کہ حکومت عوام کو ریلیف فراہم کرنے کے لیے ہر ممکن اقدامات کر رہی ہے، مہنگائی میں کمی آ رہی ہے اور معیشت درست سمت میں گامزن ہے۔ انہوں نے کہا کہ ملکی ترقی کے لیے سیاسی استحکام	[628, 123, 797, 499]
notice-title: صاحب ایڈیشنل ڈسٹرکٹ جج	[321, 1527, 443, 1572]
layout-slot	[629, 1776, 797, 1797]
section-number: 26	[470, 403, 503, 422]
section-label: تتمہ جات	[35, 158, 102, 177]
section-label: تتمہ جات	[35, 482, 102, 501]
notice-title: صاحب سول جج جوہر آباد ضلع	[173, 1565, 276, 1637]
article-text: ہے، پانی کا بہاؤ ایک لاکھ 52 ہزار کیوسک پر آ گیا۔ پی ڈی ایم اے پنجاب نے کہا ہے کہ صورتحال دریائے چناب میں ہیڈ قادر آباد میں پانی کے دباؤ میں کمی ہو رہی ہے، قادر آباد ہیڈ ورکس میں پانی کا بہاؤ کل کی نسبت 1 لاکھ کیوسک کم ہے، صبح چھ بجے بہاؤ 9 لاکھ 96 ہزار کیوسک تھا، 9 بجے نو لاکھ کیوسک ریکارڈ کیا گیا۔ شہباز شریف نے کہا کہ یہ ٹیلی فون کال ترکیہ کے درمیان مضبوط، گہرے اور تعلقات کی عکاس ہے، دونوں فریق ایک دوسرے کے شانہ بشانہ کھڑے رہے ہیں۔ رہنماؤں نے رواں برس کے آغاز میں اپنی بات چیت اور چین کے شہر تیانجن میں شنگھائی تعاون تنظیم کے سربراہی اجلاس کے موقع پر ملاقات پر بھی گفتگو کی۔ زخمیوں کی جلد صحت یابی کے لیے بھی دعا کی۔ صوبہ بھر کے کمشنرز اور ڈپٹی کمشنرز کو الرٹ رہنے کی ہدایات کر دی۔ عظمیٰ بخاری کا کہنا تھا کہ وزیر اعلیٰ پنجاب کی ہدایت پر تمام متعلقہ ادارے متاثرہ علاقوں میں امدادی سرگرمیوں میں مصروف ہیں۔ سیلاب سے متاثرہ علاقوں میں ریسکیو آپریشن جاری ہے، پاک فوج اور ریسکیو 1122 کی ٹیمیں شہریوں کو محفوظ مقامات پر منتقل کر رہی ہیں۔ این ڈی ایم اے کے مطابق آئندہ 24 گھنٹوں کے	[985, 1223, 1153, 1852]
notice-detail: تاریخ پیشی 9 ستمبر 2025	[322, 2071, 451, 2085]
layout-slot	[1164, 2347, 1331, 2476]
section-number: 10	[808, 304, 845, 323]
section-header	[469, 1596, 619, 1617]
notice-detail: اشتہار اخبار بنام۔ اللہ ڈیوایا ولد مٹھہ متوفی بقائمی	[317, 1667, 451, 1698]
layout-slot	[986, 1200, 1153, 1221]
continuation-tag: تتمہ	[1103, 1855, 1152, 1874]
article-text: عدالت نے فریقین کے دلائل سننے کے بعد فیصلہ محفوظ کر لیا، کیس کی مزید سماعت آئندہ ہفتے تک ملتوی کر دی گئی۔	[154, 32, 295, 119]
continuation-tag: تتمہ	[252, 767, 293, 786]
section-header	[4, 312, 145, 333]
notice-detail: عنوان: غلام مصطفےٰ ولد خان محمد سکنہ پنجہ تحصیل و ضلع خوشاب	[171, 1694, 288, 1742]
section-label: تتمہ جات	[845, 1848, 925, 1867]
section-label: تتمہ جات	[1201, 1761, 1281, 1780]
section-label: تتمہ جات	[187, 767, 253, 786]
layout-slot	[629, 1086, 797, 1158]
layout-slot	[986, 1854, 1153, 1875]
layout-slot	[629, 100, 797, 121]
section-number: 2	[1165, 1761, 1201, 1780]
layout-slot	[469, 975, 619, 1319]
section-label: تتمہ جات	[503, 434, 573, 453]
section-label: تتمہ جات	[187, 139, 253, 158]
continuation-tag: تتمہ	[573, 955, 617, 974]
section-header	[629, 501, 797, 522]
continuation-tag: تتمہ	[252, 139, 293, 158]
layout-slot	[807, 1198, 975, 1219]
section-number: 11	[808, 958, 845, 977]
layout-slot	[4, 502, 145, 629]
layout-slot	[155, 138, 295, 181]
continuation-tag: تتمہ	[102, 313, 144, 332]
layout-slot	[4, 649, 145, 948]
layout-slot	[4, 481, 145, 502]
section-header	[629, 1065, 797, 1086]
layout-slot	[4, 629, 145, 649]
notice-title: بعدالت جناب ایڈیشنل کمشنر	[320, 1942, 445, 1987]
section-header	[155, 181, 295, 202]
layout-slot	[155, 787, 295, 1474]
article-text: محکمہ موسمیات کے مطابق ملک کے بیشتر علاقوں میں موسم گرم اور مرطوب رہے گا جبکہ بالائی علاقوں میں تیز ہواؤں اور گرج چمک کے ساتھ بارش کا امکان ہے۔ لاہور میں 7 افراد جاں بحق ہو	[985, 1075, 1153, 1198]
continuation-tag: تتمہ	[573, 68, 617, 87]
layout-slot	[986, 30, 1153, 121]
section-number: 53	[5, 629, 35, 649]
notice-title: ریونیو سرگودھا کیمپ بھکر	[319, 1995, 445, 2041]
column-7	[152, 30, 297, 2526]
section-header	[155, 138, 295, 159]
article-text: زخمیوں کی جلد صحت یابی کے لیے بھی دعا کی۔ صوبہ بھر کے	[468, 1342, 619, 1392]
layout-slot	[807, 324, 975, 957]
section-number: 27	[470, 434, 503, 453]
section-number: 24	[470, 68, 503, 87]
article-text: سیلاب سے متاثرہ علاقوں میں ریسکیو آپریشن جاری ہے، پاک فوج اور ریسکیو 1122 کی ٹیمیں شہریوں کو محفوظ مقامات پر منتقل کر رہی ہیں۔ این ڈی ایم اے کے مطابق آئندہ 24 گھنٹوں کے دوران مزید بارشوں کا امکان ہے۔ ساتھ اس کے آبائی گاؤں میں سپرد خاک کر دیا گیا۔ شہید کو پورے فوجی اعزاز کے ساتھ نماز جنازہ کے بعد رخصت کیا گیا، جنازے میں اعلیٰ فوجی و سول حکام اور علاقہ مکینوں کی بڑی تعداد نے شرکت کی۔ وفاقی وزیر نے کہا کہ حکومت عوام کو ریلیف فراہم کرنے کے لیے ہر ممکن اقدامات کر رہی ہے، مہنگائی میں کمی آ رہی ہے اور معیشت درست سمت میں گامزن ہے۔ انہوں نے کہا کہ ملکی ترقی کے لیے سیاسی استحکام ناگزیر ہے۔ عدالت نے فریقین کے دلائل سننے کے بعد فیصلہ محفوظ کر لیا، کیس کی مزید سماعت آئندہ ہفتے تک ملتوی کر دی گئی۔ درخواست گزار کے وکیل نے موقف اختیار کیا کہ ان کے موکل کے خلاف مقدمہ بے بنیاد ہے۔ محکمہ موسمیات کے مطابق ملک کے بیشتر علاقوں میں موسم گرم اور مرطوب رہے گا جبکہ بالائی علاقوں میں تیز ہواؤں اور گرج چمک کے ساتھ بارش کا امکان ہے۔ لاہور میں 7 افراد جاں بحق ہو	[985, 1877, 1153, 2488]
continuation-tag: تتمہ	[412, 315, 458, 334]
legal-notice-ad	[306, 1930, 459, 2471]
layout-slot	[469, 402, 619, 433]
layout-slot	[986, 1875, 1153, 2490]
section-label: تتمہ جات	[187, 182, 253, 201]
section-header	[986, 977, 1153, 998]
continuation-tag: تتمہ	[252, 348, 293, 367]
notice-title: منکیرہ ضلع بھکر	[315, 1580, 449, 1599]
article-text: عدالت نے فریقین کے دلائل سننے کے بعد فیصلہ محفوظ کر لیا، کیس کی مزید سماعت	[468, 346, 619, 396]
continuation-tag: تتمہ	[1281, 1761, 1330, 1780]
continuation-tag: تتمہ	[1103, 978, 1152, 997]
section-label: تتمہ جات	[340, 244, 413, 263]
section-number: 35	[307, 1440, 340, 1459]
section-number: 16	[808, 1848, 845, 1867]
layout-slot	[469, 323, 619, 344]
column-4	[627, 30, 799, 2487]
notice-body: عدالت نے فریقین کے دلائل سننے کے بعد فیصلہ محفوظ کر لیا، کیس کی مزید سماعت آئندہ ہفتے تک ملتوی کر دی گئی۔	[162, 1746, 288, 1827]
notice-detail: عنوان۔ فلکشیر ولد غلام شیر خان قوم بلوچ لشاری سکنہ بستی بلو جانوالی چک نمبر 205 ڈی اے تحصیل	[13, 1661, 137, 1743]
notice-title: بعدالت جناب ایڈیشنل کمشنر	[163, 2176, 288, 2222]
section-number: 23	[630, 2106, 667, 2125]
continuation-tag: تتمہ	[1281, 2327, 1330, 2346]
article-text: شہباز شریف نے کہا کہ یہ ٹیلی فون کال ترکیہ کے درمیان مضبوط، گہرے اور تعلقات کی عکاس ہے، دونوں فریق ایک دوسرے کے شانہ بشانہ کھڑے رہے ہیں۔ رہنماؤں نے رواں برس کے آغاز میں اپنی بات چیت اور چین کے شہر تیانجن میں شنگھائی تعاون تنظیم کے سربراہی اجلاس کے موقع پر ملاقات پر بھی گفتگو کی۔ زخمیوں کی جلد صحت یابی کے لیے بھی دعا کی۔ صوبہ بھر کے کمشنرز اور ڈپٹی کمشنرز کو الرٹ رہنے کی ہدایات کر دی۔ عظمیٰ بخاری کا کہنا تھا کہ وزیر اعلیٰ پنجاب کی ہدایت پر	[468, 977, 619, 1317]
notice-detail: عنوان۔ فلکشیر ولد غلام شیر خان قوم بلوچ لشاری سکنہ بستی بلو جانوالی چک نمبر 205 ڈی اے تحصیل	[13, 2030, 137, 2112]
section-number: 46	[156, 1475, 187, 1494]
legal-notice-ad	[4, 2122, 145, 2428]
article-text: ساتھ اس کے آبائی گاؤں میں سپرد خاک کر دیا گیا۔ شہید کو پورے فوجی اعزاز کے ساتھ نماز جنازہ کے بعد رخصت کیا گیا، جنازے میں اعلیٰ فوجی و سول حکام اور علاقہ مکینوں کی بڑی تعداد نے شرکت کی۔ وفاقی وزیر نے کہا کہ حکومت عوام کو ریلیف فراہم کرنے کے لیے ہر ممکن اقدامات کر رہی ہے، مہنگائی میں کمی آ رہی ہے اور معیشت درست سمت میں گامزن ہے۔ انہوں نے کہا کہ ملکی ترقی کے لیے سیاسی استحکام ناگزیر ہے۔ عدالت نے فریقین کے دلائل سننے کے بعد فیصلہ محفوظ کر لیا، کیس کی مزید سماعت آئندہ ہفتے تک ملتوی کر دی گئی۔ درخواست گزار کے وکیل نے موقف اختیار کیا کہ ان کے موکل کے خلاف مقدمہ بے بنیاد ہے۔ محکمہ موسمیات کے مطابق ملک کے بیشتر علاقوں میں موسم گرم اور مرطوب رہے گا جبکہ بالائی علاقوں میں تیز ہواؤں اور گرج چمک کے ساتھ بارش کا امکان ہے۔ لاہور میں 7 افراد جاں بحق ہو گئے۔ ہے، پانی کا بہاؤ ایک لاکھ 52 ہزار کیوسک پر آ گیا۔ پی ڈی ایم اے پنجاب نے کہا ہے کہ صورتحال دریائے چناب میں ہیڈ قادر آباد میں پانی کے دباؤ میں کمی ہو رہی ہے، قادر آباد ہیڈ ورکس میں پانی کا بہاؤ کل کی نسبت 1 لاکھ کیوسک کم ہے، صبح چھ بجے بہاؤ 9 لاکھ 96 ہزار کیوسک تھا، 9 بجے نو لاکھ کیوسک ریکارڈ کیا گیا۔ شہباز شریف نے کہا کہ یہ ٹیلی فون کال ترکیہ کے درمیان مضبوط، گہرے اور تعلقات کی عکاس ہے، دونوں فریق ایک دوسرے کے شانہ بشانہ کھڑے رہے ہیں۔ رہنماؤں نے رواں برس کے آغاز میں اپنی بات چیت اور چین کے شہر تیانجن میں شنگھائی تعاون تنظیم کے سربراہی اجلاس کے موقع پر ملاقات پر بھی گفتگو کی۔ زخمیوں کی جلد صحت یابی کے لیے بھی دعا کی۔ صوبہ بھر کے کمشنرز اور ڈپٹی کمشنرز کو الرٹ رہنے کی ہدایات کر دی۔ عظمیٰ بخاری کا کہنا تھا کہ وزیر اعلیٰ پنجاب کی ہدایت پر تمام متعلقہ ادارے متاثرہ علاقوں میں امدادی سرگرمیوں میں مصروف ہیں۔ سیلاب سے متاثرہ علاقوں میں ریسکیو	[305, 337, 459, 1437]
section-label: تتمہ جات	[845, 958, 925, 977]
article-text: عدالت نے فریقین کے دلائل سننے کے بعد فیصلہ محفوظ کر لیا، کیس کی مزید سماعت آئندہ ہفتے تک ملتوی کر دی گئی۔ درخواست گزار کے وکیل نے موقف اختیار کیا کہ ان کے موکل کے خلاف مقدمہ بے بنیاد ہے۔ محکمہ موسمیات کے مطابق ملک کے بیشتر علاقوں میں موسم گرم اور مرطوب رہے گا جبکہ بالائی علاقوں میں تیز ہواؤں اور گرج چمک کے ساتھ بارش کا امکان ہے۔ لاہور میں 7 افراد جاں بحق ہو گئے۔ ہے، پانی کا بہاؤ ایک لاکھ 52 ہزار کیوسک پر آ گیا۔ پی ڈی ایم اے پنجاب نے کہا ہے کہ صورتحال دریائے چناب میں ہیڈ قادر آباد میں پانی کے دباؤ میں کمی ہو رہی ہے، قادر آباد ہیڈ ورکس میں پانی کا بہاؤ کل کی نسبت 1 لاکھ کیوسک کم ہے، صبح چھ بجے بہاؤ 9 لاکھ 96 ہزار کیوسک تھا، 9 بجے نو لاکھ کیوسک ریکارڈ کیا گیا۔ شہباز شریف نے کہا کہ یہ ٹیلی فون کال ترکیہ کے درمیان مضبوط، گہرے اور تعلقات کی عکاس ہے، دونوں فریق ایک دوسرے کے شانہ بشانہ کھڑے رہے ہیں۔ رہنماؤں نے رواں برس کے آغاز میں اپنی بات چیت اور چین کے شہر تیانجن میں شنگھائی تعاون تنظیم کے سربراہی اجلاس کے موقع پر ملاقات پر بھی گفتگو کی۔ زخمیوں کی جلد صحت یابی کے لیے بھی دعا کی۔ صوبہ بھر کے کمشنرز اور ڈپٹی کمشنرز کو الرٹ رہنے کی ہدایات کر دی۔ عظمیٰ بخاری کا کہنا تھا کہ وزیر اعلیٰ پنجاب کی ہدایت پر تمام متعلقہ ادارے متاثرہ علاقوں میں امدادی سرگرمیوں میں مصروف ہیں۔ سیلاب سے متاثرہ علاقوں میں ریسکیو آپریشن جاری ہے، پاک فوج اور ریسکیو 1122 کی ٹیمیں شہریوں کو محفوظ مقامات پر	[468, 1619, 619, 2574]
continuation-tag: تتمہ	[746, 502, 795, 521]
